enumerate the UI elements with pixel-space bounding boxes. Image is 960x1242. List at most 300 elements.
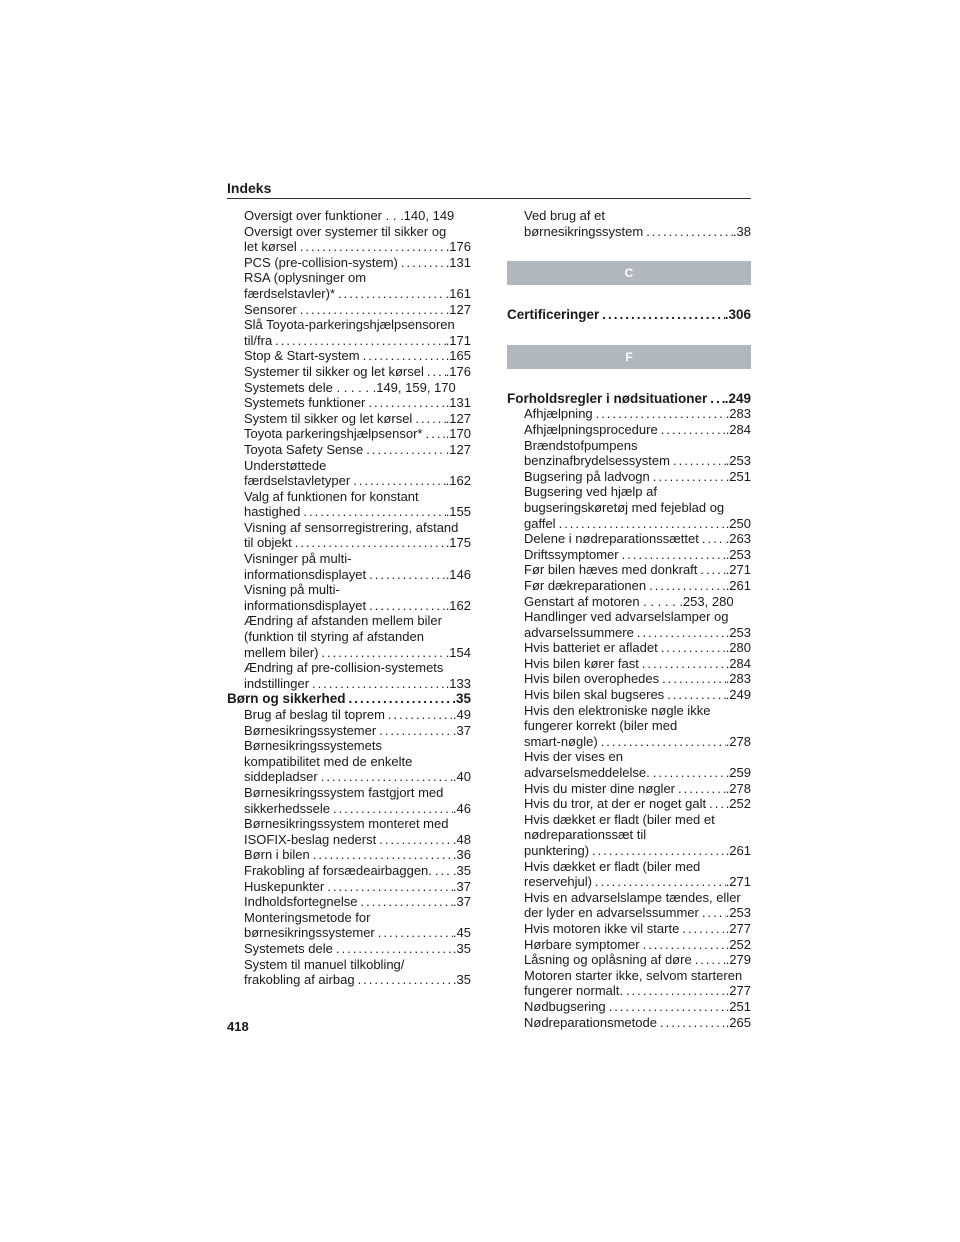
dot-leader <box>697 562 725 578</box>
index-sub-entry <box>507 812 751 828</box>
dot-leader <box>679 921 725 937</box>
entry-page-ref: .35 <box>452 940 471 956</box>
entry-page-ref: .261 <box>725 577 751 593</box>
dot-leader <box>592 874 726 890</box>
index-sub-entry <box>227 738 471 754</box>
entry-term: færdselstavletyper <box>244 473 351 489</box>
index-main-entry <box>227 691 471 707</box>
entry-term: Frakobling af forsædeairbaggen. <box>244 862 432 878</box>
dot-leader <box>355 972 453 988</box>
dot-leader <box>692 952 726 968</box>
entry-term: advarselsmeddelelse. <box>524 765 650 781</box>
entry-term: Hvis batteriet er afladet <box>524 640 658 656</box>
entry-term: Ændring af afstanden mellem biler <box>244 613 442 629</box>
entry-term: Hvis dækket er fladt (biler med et <box>524 811 715 827</box>
index-sub-entry <box>227 894 471 910</box>
entry-page-ref: .155 <box>445 504 471 520</box>
entry-term: hastighed <box>244 504 301 520</box>
dot-leader <box>658 640 726 656</box>
entry-term: børnesikringssystemer <box>244 925 375 941</box>
entry-page-ref: .259 <box>725 765 751 781</box>
index-letter-heading: C <box>507 261 751 285</box>
index-sub-entry <box>227 723 471 739</box>
entry-page-ref: .36 <box>452 847 471 863</box>
dot-leader <box>366 598 446 614</box>
dot-leader <box>272 333 446 349</box>
entry-term: Bugsering på ladvogn <box>524 468 650 484</box>
index-sub-entry <box>507 952 751 968</box>
index-sub-entry <box>227 847 471 863</box>
entry-page-ref: .46 <box>452 800 471 816</box>
entry-term: Forholdsregler i nødsituationer <box>507 390 708 406</box>
entry-page-ref: .146 <box>445 566 471 582</box>
entry-term: fungerer normalt. <box>524 983 623 999</box>
entry-page-ref: .162 <box>445 597 471 613</box>
entry-page-ref: .127 <box>445 301 471 317</box>
entry-page-ref: .162 <box>445 473 471 489</box>
index-sub-entry <box>507 781 751 797</box>
entry-term: Hvis der vises en <box>524 749 623 765</box>
index-sub-entry <box>227 925 471 941</box>
entry-term: gaffel <box>524 515 556 531</box>
dot-leader <box>643 224 733 240</box>
page-number: 418 <box>227 1019 249 1034</box>
entry-page-ref: .131 <box>445 254 471 270</box>
entry-term: Delene i nødreparationssættet <box>524 531 699 547</box>
entry-term: ISOFIX-beslag nederst <box>244 831 377 847</box>
entry-page-ref: .253 <box>725 453 751 469</box>
index-sub-entry <box>227 458 471 474</box>
entry-page-ref: .170 <box>445 426 471 442</box>
index-sub-entry <box>507 484 751 500</box>
index-sub-entry <box>507 547 751 563</box>
dot-leader <box>333 941 453 957</box>
index-sub-entry <box>227 910 471 926</box>
dot-leader <box>556 516 726 532</box>
index-sub-entry <box>507 594 751 610</box>
index-main-entry <box>507 307 751 323</box>
entry-term: børnesikringssystem <box>524 223 644 239</box>
entry-page-ref: .284 <box>725 655 751 671</box>
dot-leader <box>297 239 446 255</box>
entry-page-ref: .176 <box>445 239 471 255</box>
index-sub-entry <box>227 255 471 271</box>
index-column-left <box>227 208 471 988</box>
index-sub-entry <box>227 816 471 832</box>
index-sub-entry <box>227 676 471 692</box>
index-sub-entry <box>227 957 471 973</box>
index-sub-entry <box>227 863 471 879</box>
dot-leader <box>324 879 453 895</box>
entry-page-ref: .265 <box>725 1014 751 1030</box>
entry-term: til objekt <box>244 535 292 551</box>
index-sub-entry <box>227 972 471 988</box>
entry-page-ref: .127 <box>445 410 471 426</box>
entry-term: informationsdisplayet <box>244 566 367 582</box>
entry-term: Bugsering ved hjælp af <box>524 484 657 500</box>
index-sub-entry <box>227 302 471 318</box>
entry-term: Genstart af motoren . . . . . .253, 280 <box>524 593 734 609</box>
index-sub-entry <box>507 531 751 547</box>
entry-term: Handlinger ved advarselslamper og <box>524 609 729 625</box>
entry-term: Afhjælpning <box>524 406 593 422</box>
entry-term: informationsdisplayet <box>244 597 367 613</box>
index-sub-entry <box>227 395 471 411</box>
dot-leader <box>598 734 726 750</box>
entry-page-ref: .171 <box>445 332 471 348</box>
dot-leader <box>619 547 726 563</box>
entry-term: Hvis en advarselslampe tændes, eller <box>524 889 741 905</box>
dot-leader <box>599 307 724 323</box>
dot-leader <box>318 769 453 785</box>
dot-leader <box>330 801 453 817</box>
entry-page-ref: .277 <box>725 920 751 936</box>
entry-page-ref: .249 <box>724 390 751 406</box>
dot-leader <box>335 286 446 302</box>
entry-term: Motoren starter ikke, selvom starteren <box>524 967 743 983</box>
index-sub-entry <box>227 598 471 614</box>
entry-term: benzinafbrydelsessystem <box>524 453 670 469</box>
index-sub-entry <box>227 613 471 629</box>
entry-term: der lyder en advarselssummer <box>524 905 699 921</box>
index-sub-entry <box>507 687 751 703</box>
entry-term: Oversigt over funktioner . . .140, 149 <box>244 208 455 223</box>
entry-page-ref: .283 <box>725 671 751 687</box>
index-column-right <box>507 208 751 1030</box>
entry-term: Ved brug af et <box>524 208 605 223</box>
entry-page-ref: .49 <box>452 707 471 722</box>
index-sub-entry <box>227 208 471 224</box>
entry-term: Låsning og oplåsning af døre <box>524 952 692 968</box>
entry-page-ref: .48 <box>452 831 471 847</box>
entry-term: Systemets dele <box>244 940 333 956</box>
entry-term: mellem biler) <box>244 644 319 660</box>
index-sub-entry <box>227 333 471 349</box>
entry-page-ref: .253 <box>725 624 751 640</box>
dot-leader <box>623 983 726 999</box>
index-sub-entry <box>227 520 471 536</box>
dot-leader <box>292 535 446 551</box>
dot-leader <box>385 707 453 723</box>
index-sub-entry <box>507 562 751 578</box>
index-sub-entry <box>227 317 471 333</box>
dot-leader <box>300 504 445 520</box>
index-sub-entry <box>507 921 751 937</box>
entry-page-ref: .154 <box>445 644 471 660</box>
entry-term: Systemer til sikker og let kørsel <box>244 363 424 379</box>
dot-leader <box>365 395 445 411</box>
entry-term: punktering) <box>524 843 590 858</box>
index-sub-entry <box>227 535 471 551</box>
entry-page-ref: .263 <box>725 531 751 547</box>
index-sub-entry <box>227 629 471 645</box>
entry-term: reservehjul) <box>524 874 592 890</box>
entry-term: Driftssymptomer <box>524 546 619 562</box>
index-sub-entry <box>227 473 471 489</box>
entry-term: Nødbugsering <box>524 998 606 1014</box>
index-sub-entry <box>227 645 471 661</box>
entry-term: PCS (pre-collision-system) <box>244 254 398 270</box>
entry-page-ref: .249 <box>725 687 751 703</box>
entry-term: Afhjælpningsprocedure <box>524 421 658 437</box>
entry-page-ref: .271 <box>725 874 751 890</box>
entry-term: (funktion til styring af afstanden <box>244 629 424 645</box>
index-sub-entry <box>507 796 751 812</box>
entry-page-ref: .133 <box>445 675 471 691</box>
dot-leader <box>699 531 726 547</box>
index-sub-entry <box>227 769 471 785</box>
entry-term: Børnesikringssystemets <box>244 738 382 754</box>
entry-page-ref: .253 <box>725 546 751 562</box>
entry-page-ref: .252 <box>725 936 751 952</box>
index-sub-entry <box>507 859 751 875</box>
dot-leader <box>318 645 445 661</box>
entry-term: Hvis motoren ikke vil starte <box>524 920 680 936</box>
index-letter-heading: F <box>507 345 751 369</box>
dot-leader <box>350 473 445 489</box>
index-sub-entry <box>507 438 751 454</box>
dot-leader <box>650 765 726 781</box>
entry-term: Monteringsmetode for <box>244 909 371 925</box>
index-sub-entry <box>507 625 751 641</box>
index-sub-entry <box>227 442 471 458</box>
entry-term: Hvis du tror, at der er noget galt <box>524 796 707 812</box>
index-sub-entry <box>507 843 751 859</box>
entry-term: Valg af funktionen for konstant <box>244 488 419 504</box>
entry-term: Hvis bilen kører fast <box>524 655 639 671</box>
entry-term: Oversigt over systemer til sikker og <box>244 223 447 239</box>
entry-term: Visning på multi- <box>244 582 340 598</box>
index-sub-entry <box>507 671 751 687</box>
entry-term: sikkerhedssele <box>244 800 330 816</box>
index-sub-entry <box>227 504 471 520</box>
dot-leader <box>366 567 446 583</box>
entry-page-ref: .45 <box>452 925 471 941</box>
entry-page-ref: .278 <box>725 733 751 749</box>
dot-leader <box>657 1015 726 1031</box>
index-sub-entry <box>507 422 751 438</box>
entry-page-ref: .283 <box>725 406 751 422</box>
entry-term: Børnesikringssystem fastgjort med <box>244 784 444 800</box>
dot-leader <box>363 442 445 458</box>
entry-page-ref: .37 <box>452 722 471 738</box>
entry-term: frakobling af airbag <box>244 972 355 988</box>
entry-term: let kørsel <box>244 239 297 255</box>
index-sub-entry <box>227 582 471 598</box>
index-sub-entry <box>227 489 471 505</box>
entry-page-ref: .35 <box>452 972 471 988</box>
entry-term: Før dækreparationen <box>524 577 647 593</box>
index-sub-entry <box>227 411 471 427</box>
entry-term: Børn i bilen <box>244 847 310 863</box>
dot-leader <box>658 422 726 438</box>
entry-term: Certificeringer <box>507 307 600 323</box>
entry-term: Hvis du mister dine nøgler <box>524 780 675 796</box>
entry-page-ref: .280 <box>725 640 751 656</box>
dot-leader <box>360 348 446 364</box>
entry-page-ref: .252 <box>725 796 751 812</box>
index-sub-entry <box>507 983 751 999</box>
entry-page-ref: .37 <box>452 878 471 894</box>
dot-leader <box>357 894 452 910</box>
entry-term: Stop & Start-system <box>244 348 360 364</box>
entry-page-ref: .176 <box>445 363 471 379</box>
entry-page-ref: .253 <box>725 905 751 921</box>
entry-term: Hvis dækket er fladt (biler med <box>524 858 701 874</box>
entry-term: Før bilen hæves med donkraft <box>524 562 698 578</box>
index-sub-entry <box>507 718 751 734</box>
dot-leader <box>432 863 453 879</box>
entry-page-ref: .279 <box>725 952 751 968</box>
dot-leader <box>707 391 724 407</box>
index-sub-entry <box>507 765 751 781</box>
section-spacer <box>507 323 751 345</box>
entry-term: Visninger på multi- <box>244 551 352 567</box>
dot-leader <box>297 302 446 318</box>
entry-term: Toyota Safety Sense <box>244 441 364 457</box>
index-sub-entry <box>507 749 751 765</box>
index-sub-entry <box>227 239 471 255</box>
index-sub-entry <box>227 380 471 396</box>
dot-leader <box>424 364 446 380</box>
running-header: Indeks <box>227 180 272 196</box>
entry-page-ref: .165 <box>445 348 471 364</box>
entry-term: Hvis bilen overophedes <box>524 671 660 687</box>
dot-leader <box>664 687 726 703</box>
dot-leader <box>310 847 453 863</box>
index-sub-entry <box>227 660 471 676</box>
section-spacer <box>507 369 751 391</box>
entry-term: Systemets dele . . . . . .149, 159, 170 <box>244 379 456 395</box>
index-sub-entry <box>507 999 751 1015</box>
entry-page-ref: .40 <box>452 769 471 785</box>
index-sub-entry <box>227 879 471 895</box>
entry-term: Huskepunkter <box>244 878 325 894</box>
entry-term: Sensorer <box>244 301 297 317</box>
index-sub-entry <box>507 224 751 240</box>
entry-term: Toyota parkeringshjælpsensor* <box>244 426 423 442</box>
entry-term: indstillinger <box>244 675 310 691</box>
index-sub-entry <box>227 707 471 723</box>
index-sub-entry <box>507 578 751 594</box>
index-sub-entry <box>507 516 751 532</box>
entry-page-ref: .35 <box>452 862 471 878</box>
index-sub-entry <box>507 469 751 485</box>
index-sub-entry <box>227 551 471 567</box>
dot-leader <box>593 406 726 422</box>
entry-page-ref: .35 <box>452 691 471 707</box>
index-sub-entry <box>507 890 751 906</box>
section-spacer <box>507 285 751 307</box>
entry-term: Børnesikringssystem monteret med <box>244 816 449 832</box>
entry-term: Ændring af pre-collision-systemets <box>244 660 444 676</box>
entry-page-ref: .278 <box>725 780 751 796</box>
entry-term: Brug af beslag til toprem <box>244 707 385 722</box>
entry-term: System til manuel tilkobling/ <box>244 956 405 972</box>
index-sub-entry <box>507 1015 751 1031</box>
entry-page-ref: .284 <box>725 421 751 437</box>
index-sub-entry <box>507 640 751 656</box>
entry-term: kompatibilitet med de enkelte <box>244 753 413 769</box>
index-sub-entry <box>507 703 751 719</box>
entry-term: bugseringskøretøj med fejeblad og <box>524 499 725 515</box>
entry-page-ref: .251 <box>725 998 751 1014</box>
dot-leader <box>606 999 726 1015</box>
entry-term: nødreparationssæt til <box>524 827 647 843</box>
index-sub-entry <box>227 224 471 240</box>
entry-page-ref: .38 <box>732 223 751 239</box>
entry-term: Børnesikringssystemer <box>244 722 377 738</box>
index-sub-entry <box>227 567 471 583</box>
index-sub-entry <box>227 286 471 302</box>
dot-leader <box>670 453 726 469</box>
dot-leader <box>422 426 445 442</box>
index-sub-entry <box>507 874 751 890</box>
entry-term: smart-nøgle) <box>524 733 598 749</box>
index-sub-entry <box>227 801 471 817</box>
index-sub-entry <box>507 937 751 953</box>
index-sub-entry <box>507 208 751 224</box>
entry-term: siddepladser <box>244 769 318 785</box>
entry-page-ref: .250 <box>725 515 751 531</box>
entry-term: Understøttede <box>244 457 327 473</box>
dot-leader <box>376 723 453 739</box>
dot-leader <box>376 832 453 848</box>
entry-term: Brændstofpumpens <box>524 437 638 453</box>
entry-page-ref: .251 <box>725 468 751 484</box>
index-sub-entry <box>227 270 471 286</box>
index-sub-entry <box>507 609 751 625</box>
entry-page-ref: .131 <box>445 395 471 411</box>
index-sub-entry <box>507 656 751 672</box>
dot-leader <box>309 676 446 692</box>
index-sub-entry <box>227 832 471 848</box>
dot-leader <box>706 796 726 812</box>
index-sub-entry <box>507 406 751 422</box>
index-main-entry <box>507 391 751 407</box>
entry-term: Nødreparationsmetode <box>524 1014 657 1030</box>
dot-leader <box>640 937 726 953</box>
index-sub-entry <box>507 500 751 516</box>
index-sub-entry <box>507 905 751 921</box>
dot-leader <box>659 671 726 687</box>
dot-leader <box>412 411 445 427</box>
index-sub-entry <box>227 941 471 957</box>
dot-leader <box>675 781 726 797</box>
entry-term: til/fra <box>244 332 273 348</box>
entry-page-ref: .306 <box>724 307 751 323</box>
index-sub-entry <box>227 348 471 364</box>
section-spacer <box>507 239 751 261</box>
entry-term: Hvis bilen skal bugseres <box>524 687 665 703</box>
dot-leader <box>639 656 726 672</box>
dot-leader <box>634 625 726 641</box>
entry-term: Visning af sensorregistrering, afstand <box>244 519 459 535</box>
entry-term: Slå Toyota-parkeringshjælpsensoren <box>244 317 455 333</box>
entry-page-ref: .127 <box>445 441 471 457</box>
dot-leader <box>646 578 726 594</box>
index-sub-entry <box>227 754 471 770</box>
entry-term: RSA (oplysninger om <box>244 270 367 286</box>
entry-term: Systemets funktioner <box>244 395 366 411</box>
dot-leader <box>398 255 446 271</box>
index-sub-entry <box>507 453 751 469</box>
dot-leader <box>346 691 453 707</box>
entry-term: advarselssummere <box>524 624 634 640</box>
entry-term: Hvis den elektroniske nøgle ikke <box>524 702 711 718</box>
entry-term: System til sikker og let kørsel <box>244 410 413 426</box>
dot-leader <box>650 469 726 485</box>
